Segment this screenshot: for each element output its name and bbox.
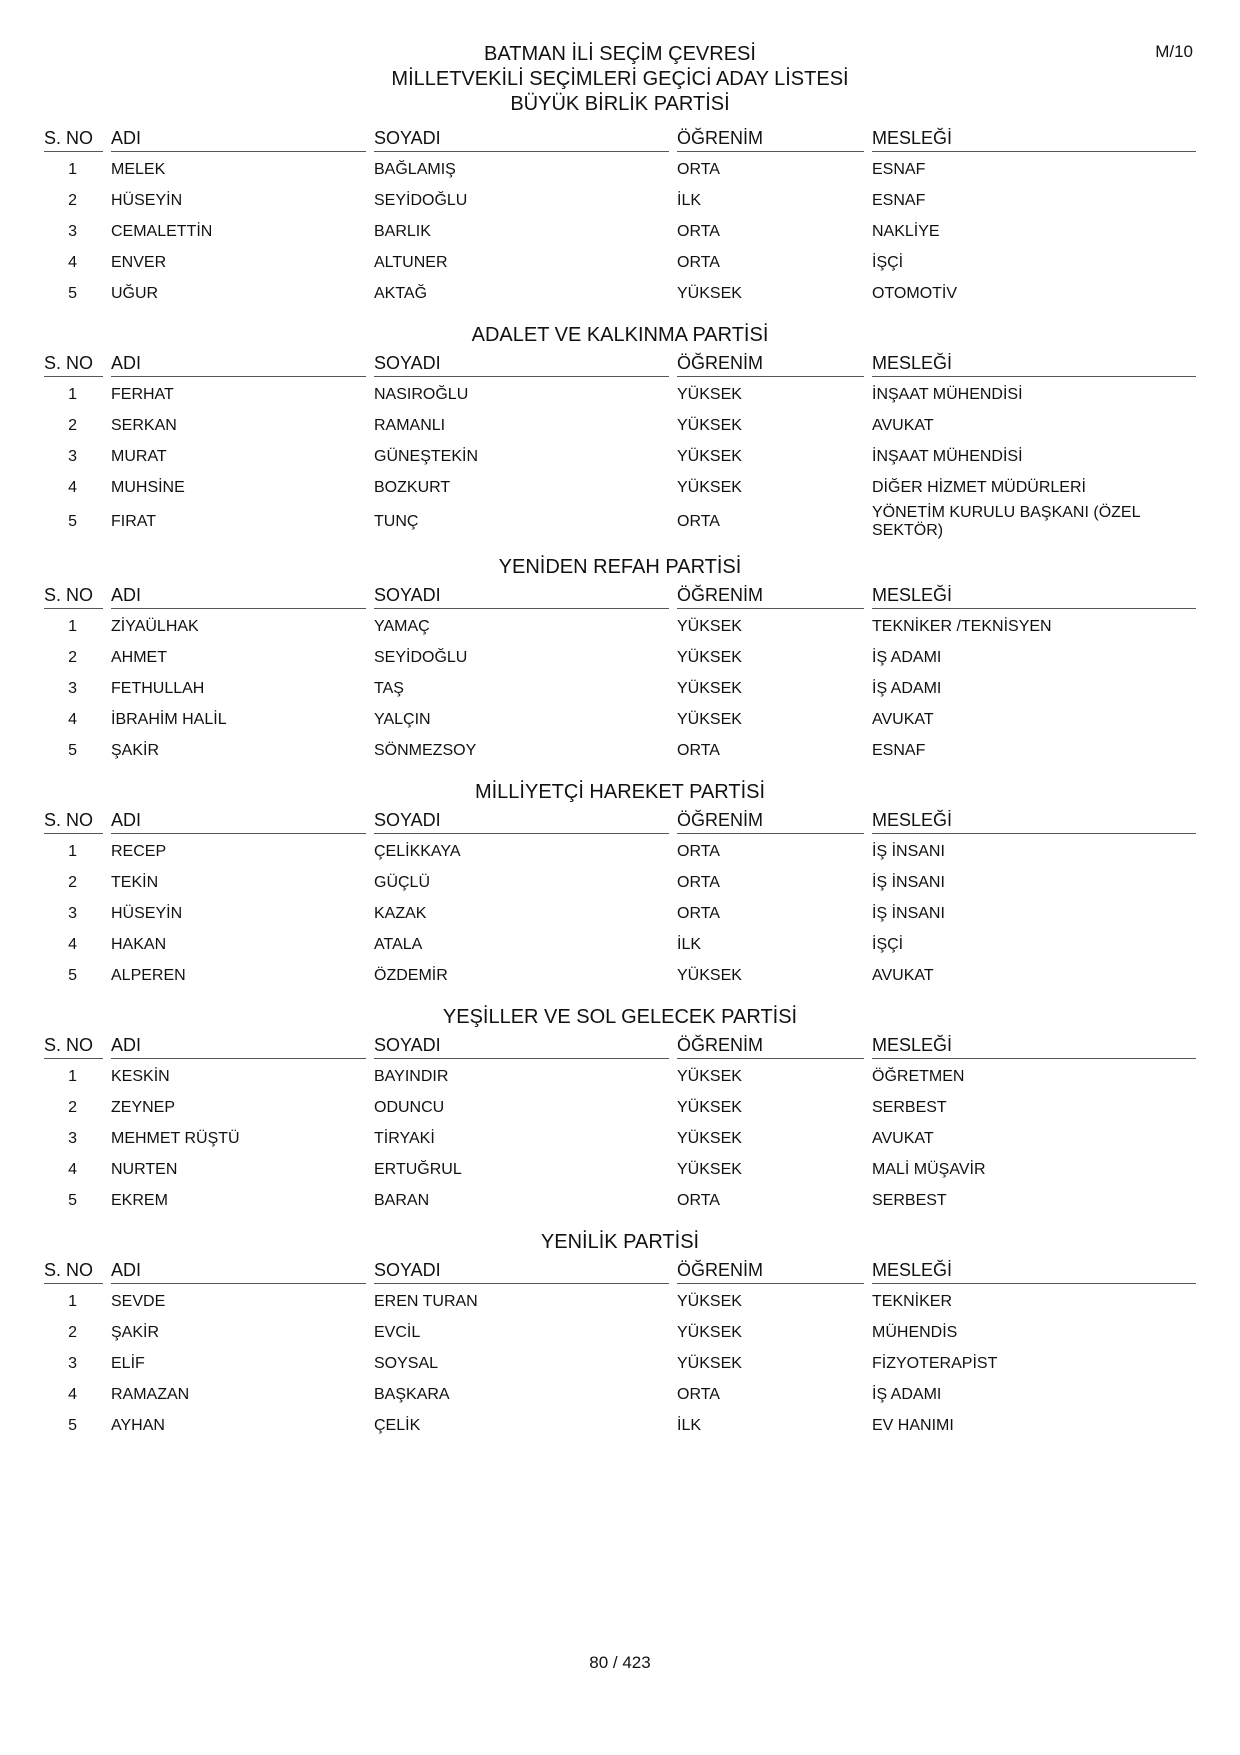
- cell-meslegi: İNŞAAT MÜHENDİSİ: [872, 447, 1023, 465]
- cell-adi: ŞAKİR: [111, 741, 160, 759]
- cell-ogrenim: İLK: [677, 191, 702, 209]
- table-row: [40, 472, 1200, 503]
- cell-meslegi: AVUKAT: [872, 710, 934, 728]
- column-header-adi: [107, 349, 370, 379]
- column-header-ogrenim: [673, 124, 868, 154]
- table-header-row: [40, 581, 1200, 611]
- column-header-ogrenim: [673, 581, 868, 611]
- cell-ogrenim: YÜKSEK: [677, 1160, 742, 1178]
- table-header-row: [40, 124, 1200, 154]
- party-section: [40, 778, 1200, 991]
- party-title: YENİLİK PARTİSİ: [540, 1231, 700, 1253]
- cell-meslegi: İŞ İNSANI: [872, 904, 945, 922]
- column-header-label: ADI: [111, 128, 366, 152]
- cell-no: 2: [68, 648, 77, 666]
- cell-no: 2: [68, 416, 77, 434]
- cell-adi: MUHSİNE: [111, 478, 185, 496]
- cell-ogrenim: YÜKSEK: [677, 1129, 742, 1147]
- cell-no: 3: [68, 679, 77, 697]
- cell-adi: HAKAN: [111, 935, 167, 953]
- column-header-label: SOYADI: [374, 353, 669, 377]
- first-party-title: BÜYÜK BİRLİK PARTİSİ: [510, 93, 730, 115]
- cell-meslegi: SERBEST: [872, 1098, 947, 1116]
- cell-no: 1: [68, 842, 77, 860]
- cell-meslegi: SERBEST: [872, 1191, 947, 1209]
- cell-adi: AHMET: [111, 648, 167, 666]
- cell-meslegi: İŞ İNSANI: [872, 842, 945, 860]
- cell-meslegi: TEKNİKER /TEKNİSYEN: [872, 617, 1052, 635]
- column-header-label: S. NO: [44, 1035, 103, 1059]
- cell-adi: HÜSEYİN: [111, 191, 183, 209]
- column-header-label: S. NO: [44, 585, 103, 609]
- table-row: [40, 898, 1200, 929]
- cell-meslegi: FİZYOTERAPİST: [872, 1354, 998, 1372]
- column-header-label: MESLEĞİ: [872, 128, 1196, 152]
- cell-meslegi: İŞ ADAMI: [872, 679, 942, 697]
- cell-adi: ALPEREN: [111, 966, 186, 984]
- cell-adi: UĞUR: [111, 284, 159, 302]
- table-row: [40, 1185, 1200, 1216]
- cell-ogrenim: YÜKSEK: [677, 1354, 742, 1372]
- column-header-label: MESLEĞİ: [872, 353, 1196, 377]
- cell-no: 2: [68, 873, 77, 891]
- cell-adi: ZİYAÜLHAK: [111, 617, 199, 635]
- table-row: [40, 1410, 1200, 1441]
- cell-ogrenim: ORTA: [677, 904, 720, 922]
- cell-soyadi: SOYSAL: [374, 1354, 439, 1372]
- header-line-2: MİLLETVEKİLİ SEÇİMLERİ GEÇİCİ ADAY LİSTESİ: [391, 68, 849, 90]
- cell-no: 5: [68, 741, 77, 759]
- cell-soyadi: EVCİL: [374, 1323, 421, 1341]
- column-header-label: MESLEĞİ: [872, 1035, 1196, 1059]
- cell-ogrenim: İLK: [677, 1416, 702, 1434]
- column-header-label: SOYADI: [374, 585, 669, 609]
- cell-ogrenim: ORTA: [677, 873, 720, 891]
- party-section: [40, 1228, 1200, 1441]
- table-row: [40, 929, 1200, 960]
- column-header-adi: [107, 1256, 370, 1286]
- table-row: [40, 960, 1200, 991]
- cell-no: 1: [68, 1292, 77, 1310]
- cell-no: 4: [68, 1385, 77, 1403]
- table-row: [40, 836, 1200, 867]
- table-header-row: [40, 349, 1200, 379]
- column-header-label: ÖĞRENİM: [677, 1260, 864, 1284]
- column-header-label: S. NO: [44, 1260, 103, 1284]
- column-header-label: ÖĞRENİM: [677, 353, 864, 377]
- cell-no: 2: [68, 191, 77, 209]
- cell-no: 4: [68, 478, 77, 496]
- cell-soyadi: BARLIK: [374, 222, 431, 240]
- candidate-table: [40, 349, 1200, 541]
- cell-ogrenim: ORTA: [677, 741, 720, 759]
- cell-soyadi: YALÇIN: [374, 710, 431, 728]
- cell-soyadi: ÇELİK: [374, 1416, 421, 1434]
- cell-adi: MELEK: [111, 160, 166, 178]
- table-row: [40, 867, 1200, 898]
- cell-meslegi: ÖĞRETMEN: [872, 1067, 965, 1085]
- cell-no: 5: [68, 284, 77, 302]
- cell-ogrenim: ORTA: [677, 1191, 720, 1209]
- party-sections: [40, 124, 1200, 1441]
- column-header-label: ÖĞRENİM: [677, 810, 864, 834]
- column-header-ogrenim: [673, 1031, 868, 1061]
- column-header-meslegi: [868, 581, 1200, 611]
- cell-meslegi: İŞÇİ: [872, 253, 904, 271]
- column-header-label: S. NO: [44, 810, 103, 834]
- cell-no: 5: [68, 1191, 77, 1209]
- table-row: [40, 704, 1200, 735]
- cell-ogrenim: YÜKSEK: [677, 966, 742, 984]
- cell-adi: SEVDE: [111, 1292, 166, 1310]
- cell-ogrenim: ORTA: [677, 1385, 720, 1403]
- cell-soyadi: KAZAK: [374, 904, 427, 922]
- cell-meslegi: OTOMOTİV: [872, 284, 958, 302]
- cell-meslegi: İŞÇİ: [872, 935, 904, 953]
- column-header-label: ADI: [111, 810, 366, 834]
- table-row: [40, 1123, 1200, 1154]
- column-header-label: SOYADI: [374, 1035, 669, 1059]
- column-header-label: MESLEĞİ: [872, 1260, 1196, 1284]
- column-header-ogrenim: [673, 349, 868, 379]
- column-header-no: [40, 581, 107, 611]
- candidate-table: [40, 1031, 1200, 1216]
- cell-ogrenim: İLK: [677, 935, 702, 953]
- cell-meslegi: AVUKAT: [872, 1129, 934, 1147]
- cell-adi: ŞAKİR: [111, 1323, 160, 1341]
- table-header-row: [40, 1256, 1200, 1286]
- column-header-soyadi: [370, 581, 673, 611]
- column-header-label: MESLEĞİ: [872, 585, 1196, 609]
- cell-soyadi: BOZKURT: [374, 478, 451, 496]
- column-header-label: MESLEĞİ: [872, 810, 1196, 834]
- party-section: [40, 553, 1200, 766]
- cell-meslegi: EV HANIMI: [872, 1416, 954, 1434]
- cell-no: 2: [68, 1098, 77, 1116]
- cell-adi: RAMAZAN: [111, 1385, 190, 1403]
- cell-ogrenim: YÜKSEK: [677, 710, 742, 728]
- table-row: [40, 1348, 1200, 1379]
- cell-soyadi: ALTUNER: [374, 253, 448, 271]
- cell-soyadi: TAŞ: [374, 679, 404, 697]
- table-row: [40, 154, 1200, 185]
- cell-ogrenim: ORTA: [677, 253, 720, 271]
- table-row: [40, 1154, 1200, 1185]
- cell-meslegi: NAKLİYE: [872, 222, 940, 240]
- cell-no: 4: [68, 710, 77, 728]
- column-header-adi: [107, 806, 370, 836]
- column-header-soyadi: [370, 806, 673, 836]
- party-title: MİLLİYETÇİ HAREKET PARTİSİ: [474, 781, 766, 803]
- column-header-label: ADI: [111, 1035, 366, 1059]
- column-header-adi: [107, 1031, 370, 1061]
- cell-soyadi: ATALA: [374, 935, 423, 953]
- cell-adi: MEHMET RÜŞTÜ: [111, 1129, 240, 1147]
- cell-soyadi: SÖNMEZSOY: [374, 741, 477, 759]
- column-header-adi: [107, 581, 370, 611]
- table-row: [40, 441, 1200, 472]
- column-header-label: S. NO: [44, 353, 103, 377]
- column-header-meslegi: [868, 1256, 1200, 1286]
- cell-adi: SERKAN: [111, 416, 177, 434]
- cell-soyadi: EREN TURAN: [374, 1292, 478, 1310]
- party-section: [40, 1003, 1200, 1216]
- column-header-no: [40, 349, 107, 379]
- table-row: [40, 379, 1200, 410]
- cell-meslegi: İŞ İNSANI: [872, 873, 945, 891]
- cell-soyadi: RAMANLI: [374, 416, 446, 434]
- table-header-row: [40, 1031, 1200, 1061]
- cell-ogrenim: YÜKSEK: [677, 648, 742, 666]
- column-header-label: ADI: [111, 585, 366, 609]
- cell-no: 5: [68, 513, 77, 530]
- cell-no: 1: [68, 617, 77, 635]
- table-row: [40, 1286, 1200, 1317]
- cell-soyadi: GÜÇLÜ: [374, 873, 431, 891]
- table-row: [40, 1061, 1200, 1092]
- candidate-table: [40, 806, 1200, 991]
- cell-adi: AYHAN: [111, 1416, 165, 1434]
- cell-adi: NURTEN: [111, 1160, 178, 1178]
- column-header-label: ÖĞRENİM: [677, 585, 864, 609]
- column-header-label: ADI: [111, 1260, 366, 1284]
- cell-no: 5: [68, 966, 77, 984]
- table-row: [40, 247, 1200, 278]
- cell-soyadi: ÇELİKKAYA: [374, 842, 461, 860]
- cell-adi: FETHULLAH: [111, 679, 205, 697]
- column-header-meslegi: [868, 349, 1200, 379]
- table-row: [40, 1092, 1200, 1123]
- cell-meslegi: AVUKAT: [872, 416, 934, 434]
- table-row: [40, 410, 1200, 441]
- cell-no: 1: [68, 160, 77, 178]
- cell-meslegi: ESNAF: [872, 160, 926, 178]
- column-header-ogrenim: [673, 1256, 868, 1286]
- candidate-table: [40, 581, 1200, 766]
- cell-meslegi: ESNAF: [872, 191, 926, 209]
- column-header-label: SOYADI: [374, 128, 669, 152]
- column-header-label: SOYADI: [374, 810, 669, 834]
- table-row: [40, 611, 1200, 642]
- cell-soyadi: TUNÇ: [374, 513, 419, 530]
- column-header-meslegi: [868, 806, 1200, 836]
- cell-soyadi: SEYİDOĞLU: [374, 191, 468, 209]
- cell-soyadi: NASIROĞLU: [374, 385, 469, 403]
- cell-no: 3: [68, 1354, 77, 1372]
- cell-ogrenim: YÜKSEK: [677, 617, 742, 635]
- column-header-no: [40, 806, 107, 836]
- cell-no: 2: [68, 1323, 77, 1341]
- cell-adi: KESKİN: [111, 1067, 170, 1085]
- cell-soyadi: BAŞKARA: [374, 1385, 450, 1403]
- party-title: YEŞİLLER VE SOL GELECEK PARTİSİ: [442, 1006, 798, 1028]
- cell-ogrenim: ORTA: [677, 160, 720, 178]
- column-header-label: ADI: [111, 353, 366, 377]
- page-number: 80 / 423: [589, 1653, 651, 1672]
- cell-no: 4: [68, 253, 77, 271]
- cell-adi: ELİF: [111, 1354, 145, 1372]
- cell-soyadi: TİRYAKİ: [374, 1129, 435, 1147]
- column-header-meslegi: [868, 1031, 1200, 1061]
- cell-ogrenim: ORTA: [677, 222, 720, 240]
- column-header-ogrenim: [673, 806, 868, 836]
- cell-meslegi: TEKNİKER: [872, 1292, 953, 1310]
- cell-ogrenim: YÜKSEK: [677, 679, 742, 697]
- cell-adi: CEMALETTİN: [111, 222, 213, 240]
- column-header-label: ÖĞRENİM: [677, 1035, 864, 1059]
- cell-no: 3: [68, 1129, 77, 1147]
- cell-meslegi: İNŞAAT MÜHENDİSİ: [872, 385, 1023, 403]
- cell-adi: EKREM: [111, 1191, 168, 1209]
- table-row: [40, 278, 1200, 309]
- cell-adi: ENVER: [111, 253, 167, 271]
- cell-ogrenim: YÜKSEK: [677, 478, 742, 496]
- cell-ogrenim: ORTA: [677, 513, 720, 530]
- cell-ogrenim: YÜKSEK: [677, 416, 742, 434]
- cell-meslegi: YÖNETİM KURULU BAŞKANI (ÖZEL SEKTÖR): [872, 504, 1140, 539]
- column-header-label: SOYADI: [374, 1260, 669, 1284]
- cell-meslegi: İŞ ADAMI: [872, 648, 942, 666]
- table-row: [40, 216, 1200, 247]
- cell-no: 1: [68, 1067, 77, 1085]
- cell-soyadi: BARAN: [374, 1191, 430, 1209]
- cell-no: 4: [68, 1160, 77, 1178]
- column-header-adi: [107, 124, 370, 154]
- cell-soyadi: YAMAÇ: [374, 617, 430, 635]
- table-row: [40, 673, 1200, 704]
- party-section: [40, 124, 1200, 309]
- cell-adi: HÜSEYİN: [111, 904, 183, 922]
- cell-ogrenim: YÜKSEK: [677, 1292, 742, 1310]
- party-title: YENİDEN REFAH PARTİSİ: [498, 556, 742, 578]
- table-row: [40, 185, 1200, 216]
- column-header-no: [40, 1256, 107, 1286]
- table-row: [40, 735, 1200, 766]
- table-row: [40, 1317, 1200, 1348]
- cell-no: 5: [68, 1416, 77, 1434]
- cell-adi: ZEYNEP: [111, 1098, 176, 1116]
- column-header-soyadi: [370, 1031, 673, 1061]
- header-line-1: BATMAN İLİ SEÇİM ÇEVRESİ: [484, 43, 756, 65]
- cell-ogrenim: ORTA: [677, 842, 720, 860]
- column-header-meslegi: [868, 124, 1200, 154]
- cell-ogrenim: YÜKSEK: [677, 1323, 742, 1341]
- cell-meslegi: MÜHENDİS: [872, 1323, 958, 1341]
- cell-no: 3: [68, 222, 77, 240]
- cell-soyadi: AKTAĞ: [374, 284, 428, 302]
- cell-no: 1: [68, 385, 77, 403]
- cell-adi: FIRAT: [111, 513, 157, 530]
- column-header-label: ÖĞRENİM: [677, 128, 864, 152]
- cell-soyadi: SEYİDOĞLU: [374, 648, 468, 666]
- page-code: M/10: [1155, 42, 1193, 61]
- cell-ogrenim: YÜKSEK: [677, 1067, 742, 1085]
- cell-meslegi: MALİ MÜŞAVİR: [872, 1160, 986, 1178]
- cell-ogrenim: YÜKSEK: [677, 447, 742, 465]
- cell-meslegi: AVUKAT: [872, 966, 934, 984]
- cell-adi: FERHAT: [111, 385, 174, 403]
- cell-meslegi: ESNAF: [872, 741, 926, 759]
- cell-soyadi: ÖZDEMİR: [374, 966, 448, 984]
- party-section: [40, 321, 1200, 541]
- cell-no: 4: [68, 935, 77, 953]
- cell-soyadi: GÜNEŞTEKİN: [374, 447, 479, 465]
- cell-no: 3: [68, 447, 77, 465]
- cell-soyadi: BAYINDIR: [374, 1067, 449, 1085]
- table-row: [40, 1379, 1200, 1410]
- column-header-soyadi: [370, 349, 673, 379]
- cell-adi: MURAT: [111, 447, 167, 465]
- document-header: [0, 42, 1240, 117]
- table-row: [40, 642, 1200, 673]
- cell-soyadi: ERTUĞRUL: [374, 1160, 462, 1178]
- cell-meslegi: İŞ ADAMI: [872, 1385, 942, 1403]
- cell-ogrenim: YÜKSEK: [677, 284, 742, 302]
- cell-meslegi: DİĞER HİZMET MÜDÜRLERİ: [872, 478, 1086, 496]
- column-header-no: [40, 1031, 107, 1061]
- party-title: ADALET VE KALKINMA PARTİSİ: [471, 324, 769, 346]
- candidate-table: [40, 124, 1200, 309]
- column-header-soyadi: [370, 124, 673, 154]
- cell-ogrenim: YÜKSEK: [677, 1098, 742, 1116]
- table-row: [40, 503, 1200, 541]
- candidate-table: [40, 1256, 1200, 1441]
- column-header-soyadi: [370, 1256, 673, 1286]
- cell-adi: RECEP: [111, 842, 167, 860]
- cell-ogrenim: YÜKSEK: [677, 385, 742, 403]
- cell-soyadi: ODUNCU: [374, 1098, 445, 1116]
- table-header-row: [40, 806, 1200, 836]
- cell-adi: İBRAHİM HALİL: [111, 710, 227, 728]
- cell-adi: TEKİN: [111, 873, 159, 891]
- column-header-no: [40, 124, 107, 154]
- cell-no: 3: [68, 904, 77, 922]
- cell-soyadi: BAĞLAMIŞ: [374, 160, 456, 178]
- column-header-label: S. NO: [44, 128, 103, 152]
